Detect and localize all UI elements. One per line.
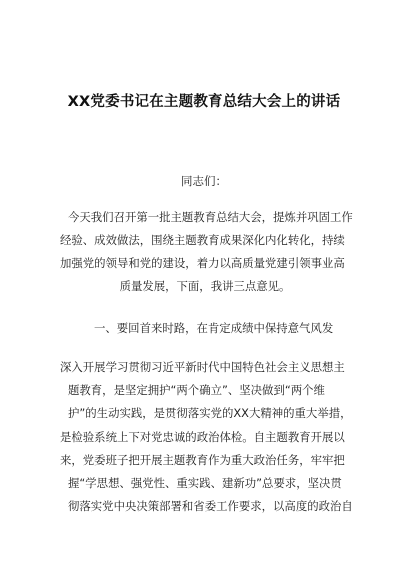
paragraph-line: 经验、成效做法，围绕主题教育成果深化内化转化，持续 [60, 233, 345, 247]
body-paragraph [60, 356, 360, 518]
paragraph-line: 题教育，是坚定拥护“两个确立”、坚决做到“两个维 [68, 383, 325, 398]
paragraph-line: 护”的生动实践，是贯彻落实党的XX大精神的重大举措， [68, 406, 352, 421]
paragraph-line: 彻落实党中央决策部署和省委工作要求，以高度的政治自 [68, 499, 353, 514]
paragraph-line: 质量发展，下面，我讲三点意见。 [119, 279, 291, 293]
section-heading: 一、要回首来时路，在肯定成绩中保持意气风发 [94, 321, 334, 335]
paragraph-line: 是检验系统上下对党忠诚的政治体检。自主题教育开展以 [60, 429, 345, 444]
paragraph-line: 深入开展学习贯彻习近平新时代中国特色社会主义思想主 [60, 360, 345, 374]
paragraph-line: 握“学思想、强党性、重实践、建新功”总要求，坚决贯 [68, 476, 342, 491]
salutation: 同志们： [181, 174, 227, 188]
paragraph-line: 来，党委班子把开展主题教育作为重大政治任务，牢牢把 [60, 452, 345, 467]
intro-paragraph [60, 206, 353, 298]
document-title: XX党委书记在主题教育总结大会上的讲话 [67, 94, 341, 110]
paragraph-line: 加强党的领导和党的建设，着力以高质量党建引领事业高 [60, 256, 345, 270]
paragraph-line: 今天我们召开第一批主题教育总结大会，提炼并巩固工作 [68, 210, 353, 224]
